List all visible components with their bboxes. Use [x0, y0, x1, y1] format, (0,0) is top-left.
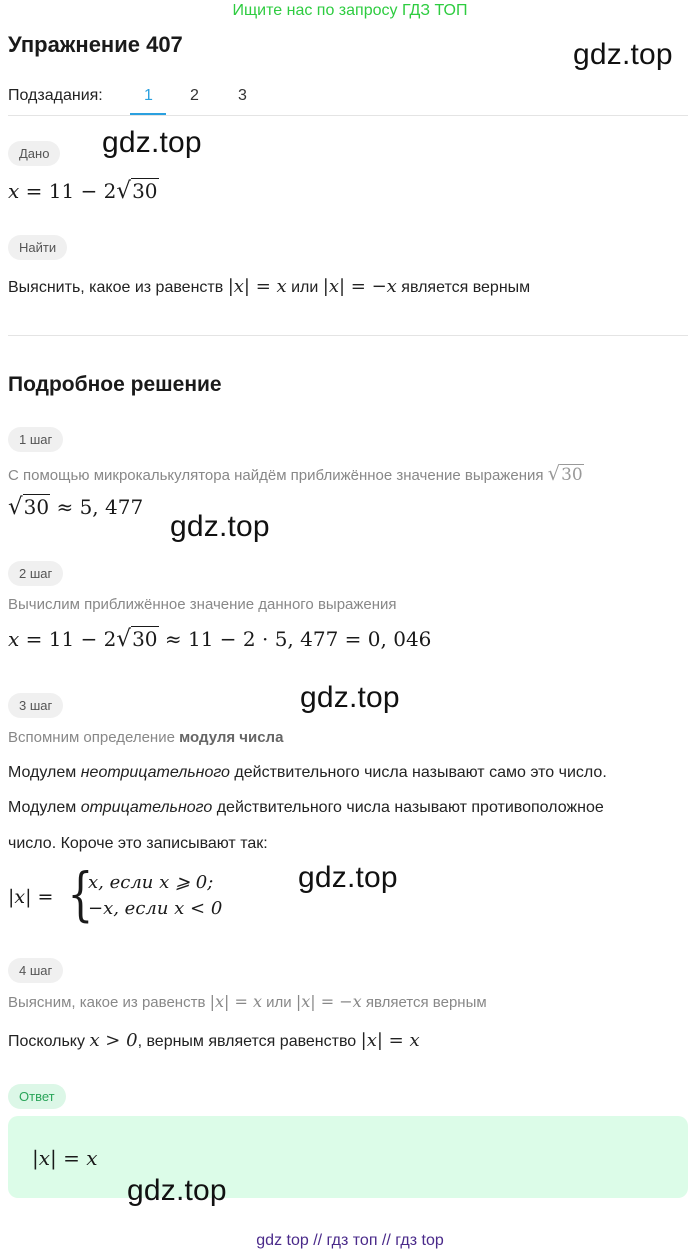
watermark: gdz.top [170, 510, 270, 543]
watermark: gdz.top [298, 861, 398, 894]
watermark: gdz.top [127, 1174, 227, 1207]
step-3-caption: Вспомним определение модуля числа [8, 729, 284, 746]
answer-box [8, 1116, 688, 1198]
step-1-formula: √30 ≈ 5, 477 [8, 494, 144, 520]
given-badge: Дано [8, 141, 60, 166]
watermark: gdz.top [102, 126, 202, 159]
step-3-badge: 3 шаг [8, 693, 63, 718]
find-text: Выяснить, какое из равенств |x| = x или |x| = −x является верным [8, 276, 531, 297]
tab-subtask-3[interactable]: 3 [238, 87, 247, 104]
given-lhs: x [8, 179, 20, 203]
step-1-badge: 1 шаг [8, 427, 63, 452]
sqrt: √30 [547, 462, 583, 485]
case-2: −x, если x < 0 [88, 898, 223, 919]
find-badge: Найти [8, 235, 67, 260]
case-1: x, если x ⩾ 0; [88, 872, 214, 893]
step-3-line-2: Модулем отрицательного действительного числа называют противоположное [8, 799, 604, 816]
find-eq2: |x| = −x [322, 276, 397, 297]
system-lhs: |x| = [8, 886, 54, 908]
given-rhs: = 11 − 2 [25, 179, 117, 203]
step-3-line-3: число. Короче это записывают так: [8, 835, 268, 852]
step-2-caption: Вычислим приближённое значение данного выражения [8, 596, 397, 613]
sqrt: √30 [8, 494, 50, 520]
watermark: gdz.top [300, 681, 400, 714]
subtasks-label: Подзадания: [8, 87, 103, 104]
given-formula [8, 178, 159, 204]
solution-title: Подробное решение [8, 373, 222, 396]
step-2-formula: x = 11 − 2√30 ≈ 11 − 2 · 5, 477 = 0, 046 [8, 626, 432, 652]
step-4-caption: Выясним, какое из равенств |x| = x или |x| = −x является верным [8, 992, 487, 1011]
step-2-badge: 2 шаг [8, 561, 63, 586]
footer-links[interactable]: gdz top // гдз топ // гдз top [256, 1232, 444, 1249]
answer-badge: Ответ [8, 1084, 66, 1109]
tab-subtask-2[interactable]: 2 [190, 87, 199, 104]
sqrt: √30 [116, 178, 158, 204]
divider [8, 115, 688, 116]
step-4-badge: 4 шаг [8, 958, 63, 983]
step-3-line-1: Модулем неотрицательного действительного числа называют само это число. [8, 764, 607, 781]
sqrt: √30 [116, 626, 158, 652]
search-banner: Ищите нас по запросу ГДЗ ТОП [232, 2, 468, 19]
brace-icon: { [67, 860, 94, 928]
find-eq1: |x| = x [227, 276, 287, 297]
page-title: Упражнение 407 [8, 32, 183, 57]
answer-value: |x| = x [32, 1146, 98, 1170]
step-1-caption: С помощью микрокалькулятора найдём приближённое значение выражения √30 [8, 462, 583, 485]
tab-subtask-1[interactable]: 1 [144, 87, 153, 104]
step-4-text: Поскольку x > 0, верным является равенство |x| = x [8, 1030, 420, 1051]
watermark: gdz.top [573, 38, 673, 71]
divider [8, 335, 688, 336]
